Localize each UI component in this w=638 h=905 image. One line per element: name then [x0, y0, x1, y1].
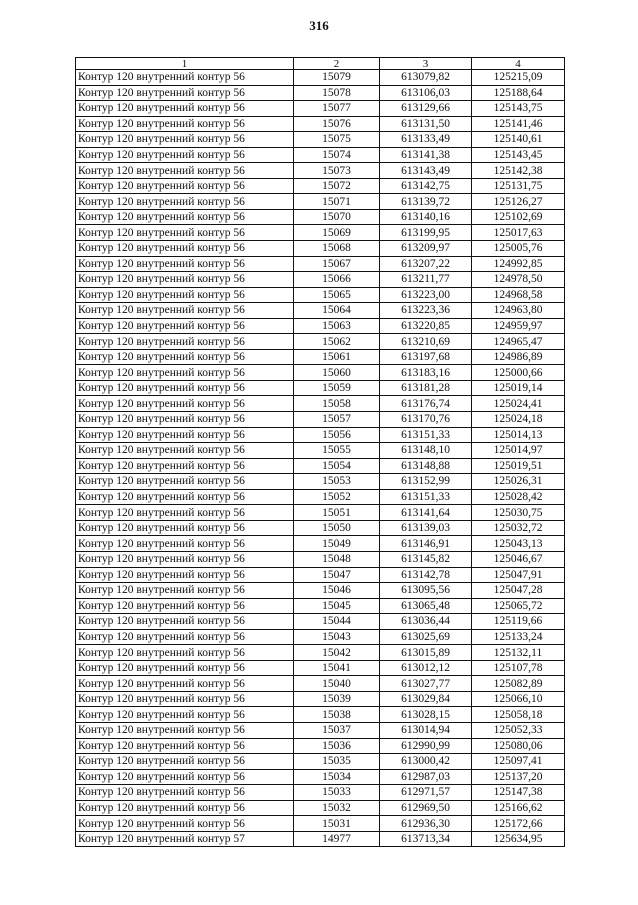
y-coordinate-cell: 125082,89 [472, 676, 565, 692]
table-row [76, 707, 565, 723]
y-coordinate-cell: 125014,97 [472, 443, 565, 459]
y-coordinate-cell: 125080,06 [472, 738, 565, 754]
point-number-cell: 15033 [294, 785, 380, 801]
y-coordinate-cell: 125137,20 [472, 769, 565, 785]
x-coordinate-cell: 613027,77 [380, 676, 472, 692]
contour-name-cell: Контур 120 внутренний контур 56 [76, 70, 294, 86]
x-coordinate-cell: 613151,33 [380, 427, 472, 443]
header-row [76, 58, 565, 70]
table-row [76, 349, 565, 365]
x-coordinate-cell: 613152,99 [380, 474, 472, 490]
x-coordinate-cell: 613014,94 [380, 722, 472, 738]
point-number-cell: 15067 [294, 256, 380, 272]
y-coordinate-cell: 125026,31 [472, 474, 565, 490]
contour-name-cell: Контур 120 внутренний контур 56 [76, 629, 294, 645]
x-coordinate-cell: 613176,74 [380, 396, 472, 412]
table-row [76, 676, 565, 692]
y-coordinate-cell: 125052,33 [472, 722, 565, 738]
point-number-cell: 14977 [294, 831, 380, 847]
y-coordinate-cell: 124959,97 [472, 318, 565, 334]
y-coordinate-cell: 125188,64 [472, 85, 565, 101]
point-number-cell: 15061 [294, 349, 380, 365]
point-number-cell: 15079 [294, 70, 380, 86]
point-number-cell: 15063 [294, 318, 380, 334]
contour-name-cell: Контур 120 внутренний контур 56 [76, 816, 294, 832]
x-coordinate-cell: 613210,69 [380, 334, 472, 350]
contour-name-cell: Контур 120 внутренний контур 56 [76, 349, 294, 365]
y-coordinate-cell: 125142,38 [472, 163, 565, 179]
point-number-cell: 15059 [294, 380, 380, 396]
x-coordinate-cell: 613141,38 [380, 147, 472, 163]
y-coordinate-cell: 124992,85 [472, 256, 565, 272]
x-coordinate-cell: 613148,88 [380, 458, 472, 474]
table-row [76, 505, 565, 521]
point-number-cell: 15071 [294, 194, 380, 210]
point-number-cell: 15047 [294, 567, 380, 583]
x-coordinate-cell: 613079,82 [380, 70, 472, 86]
contour-name-cell: Контур 120 внутренний контур 56 [76, 536, 294, 552]
y-coordinate-cell: 125032,72 [472, 520, 565, 536]
x-coordinate-cell: 613140,16 [380, 209, 472, 225]
table-row [76, 272, 565, 288]
point-number-cell: 15057 [294, 412, 380, 428]
contour-name-cell: Контур 120 внутренний контур 56 [76, 691, 294, 707]
y-coordinate-cell: 125634,95 [472, 831, 565, 847]
table-row [76, 178, 565, 194]
point-number-cell: 15039 [294, 691, 380, 707]
contour-name-cell: Контур 120 внутренний контур 56 [76, 272, 294, 288]
contour-name-cell: Контур 120 внутренний контур 56 [76, 287, 294, 303]
point-number-cell: 15046 [294, 583, 380, 599]
table-row [76, 754, 565, 770]
table-row [76, 101, 565, 117]
contour-name-cell: Контур 120 внутренний контур 56 [76, 147, 294, 163]
contour-name-cell: Контур 120 внутренний контур 56 [76, 785, 294, 801]
point-number-cell: 15050 [294, 520, 380, 536]
contour-name-cell: Контур 120 внутренний контур 56 [76, 209, 294, 225]
point-number-cell: 15054 [294, 458, 380, 474]
point-number-cell: 15055 [294, 443, 380, 459]
point-number-cell: 15032 [294, 800, 380, 816]
contour-name-cell: Контур 120 внутренний контур 56 [76, 241, 294, 257]
x-coordinate-cell: 613065,48 [380, 598, 472, 614]
x-coordinate-cell: 612987,03 [380, 769, 472, 785]
column-header-3: 3 [380, 58, 472, 70]
contour-name-cell: Контур 120 внутренний контур 56 [76, 396, 294, 412]
table-row [76, 738, 565, 754]
y-coordinate-cell: 125133,24 [472, 629, 565, 645]
table-row [76, 614, 565, 630]
point-number-cell: 15035 [294, 754, 380, 770]
contour-name-cell: Контур 120 внутренний контур 56 [76, 567, 294, 583]
contour-name-cell: Контур 120 внутренний контур 56 [76, 458, 294, 474]
point-number-cell: 15058 [294, 396, 380, 412]
y-coordinate-cell: 125166,62 [472, 800, 565, 816]
y-coordinate-cell: 124963,80 [472, 303, 565, 319]
contour-name-cell: Контур 120 внутренний контур 56 [76, 178, 294, 194]
x-coordinate-cell: 613028,15 [380, 707, 472, 723]
table-row [76, 412, 565, 428]
y-coordinate-cell: 125014,13 [472, 427, 565, 443]
y-coordinate-cell: 125005,76 [472, 241, 565, 257]
point-number-cell: 15053 [294, 474, 380, 490]
x-coordinate-cell: 613199,95 [380, 225, 472, 241]
table-row [76, 722, 565, 738]
contour-name-cell: Контур 120 внутренний контур 56 [76, 132, 294, 148]
table-row [76, 194, 565, 210]
point-number-cell: 15074 [294, 147, 380, 163]
table-row [76, 380, 565, 396]
table-row [76, 660, 565, 676]
y-coordinate-cell: 125140,61 [472, 132, 565, 148]
y-coordinate-cell: 125024,18 [472, 412, 565, 428]
point-number-cell: 15051 [294, 505, 380, 521]
coordinates-table [75, 57, 565, 847]
x-coordinate-cell: 613106,03 [380, 85, 472, 101]
table-row [76, 256, 565, 272]
table-row [76, 816, 565, 832]
y-coordinate-cell: 125000,66 [472, 365, 565, 381]
x-coordinate-cell: 613129,66 [380, 101, 472, 117]
contour-name-cell: Контур 120 внутренний контур 56 [76, 676, 294, 692]
y-coordinate-cell: 125143,45 [472, 147, 565, 163]
point-number-cell: 15044 [294, 614, 380, 630]
table-row [76, 365, 565, 381]
point-number-cell: 15064 [294, 303, 380, 319]
contour-name-cell: Контур 120 внутренний контур 56 [76, 163, 294, 179]
y-coordinate-cell: 125017,63 [472, 225, 565, 241]
table-row [76, 116, 565, 132]
y-coordinate-cell: 125024,41 [472, 396, 565, 412]
contour-name-cell: Контур 120 внутренний контур 56 [76, 85, 294, 101]
x-coordinate-cell: 612936,30 [380, 816, 472, 832]
point-number-cell: 15042 [294, 645, 380, 661]
x-coordinate-cell: 613000,42 [380, 754, 472, 770]
table-row [76, 132, 565, 148]
x-coordinate-cell: 613148,10 [380, 443, 472, 459]
contour-name-cell: Контур 120 внутренний контур 56 [76, 660, 294, 676]
point-number-cell: 15062 [294, 334, 380, 350]
contour-name-cell: Контур 120 внутренний контур 56 [76, 380, 294, 396]
point-number-cell: 15077 [294, 101, 380, 117]
point-number-cell: 15040 [294, 676, 380, 692]
contour-name-cell: Контур 120 внутренний контур 56 [76, 225, 294, 241]
table-row [76, 318, 565, 334]
contour-name-cell: Контур 120 внутренний контур 56 [76, 101, 294, 117]
table-body [76, 70, 565, 847]
table-row [76, 209, 565, 225]
y-coordinate-cell: 125047,91 [472, 567, 565, 583]
x-coordinate-cell: 613143,49 [380, 163, 472, 179]
x-coordinate-cell: 613139,72 [380, 194, 472, 210]
x-coordinate-cell: 613015,89 [380, 645, 472, 661]
contour-name-cell: Контур 120 внутренний контур 56 [76, 707, 294, 723]
contour-name-cell: Контур 120 внутренний контур 56 [76, 800, 294, 816]
point-number-cell: 15076 [294, 116, 380, 132]
x-coordinate-cell: 612990,99 [380, 738, 472, 754]
point-number-cell: 15068 [294, 241, 380, 257]
table-row [76, 241, 565, 257]
point-number-cell: 15036 [294, 738, 380, 754]
point-number-cell: 15045 [294, 598, 380, 614]
y-coordinate-cell: 125147,38 [472, 785, 565, 801]
y-coordinate-cell: 125066,10 [472, 691, 565, 707]
point-number-cell: 15072 [294, 178, 380, 194]
contour-name-cell: Контур 120 внутренний контур 56 [76, 318, 294, 334]
y-coordinate-cell: 125141,46 [472, 116, 565, 132]
point-number-cell: 15056 [294, 427, 380, 443]
table-row [76, 303, 565, 319]
contour-name-cell: Контур 120 внутренний контур 56 [76, 116, 294, 132]
y-coordinate-cell: 125097,41 [472, 754, 565, 770]
y-coordinate-cell: 125028,42 [472, 489, 565, 505]
y-coordinate-cell: 125131,75 [472, 178, 565, 194]
contour-name-cell: Контур 120 внутренний контур 57 [76, 831, 294, 847]
x-coordinate-cell: 613145,82 [380, 551, 472, 567]
contour-name-cell: Контур 120 внутренний контур 56 [76, 334, 294, 350]
table-row [76, 396, 565, 412]
point-number-cell: 15038 [294, 707, 380, 723]
contour-name-cell: Контур 120 внутренний контур 56 [76, 583, 294, 599]
column-header-1: 1 [76, 58, 294, 70]
table-row [76, 427, 565, 443]
contour-name-cell: Контур 120 внутренний контур 56 [76, 738, 294, 754]
page-number: 316 [309, 18, 329, 33]
x-coordinate-cell: 613223,36 [380, 303, 472, 319]
column-header-2: 2 [294, 58, 380, 70]
contour-name-cell: Контур 120 внутренний контур 56 [76, 551, 294, 567]
x-coordinate-cell: 613183,16 [380, 365, 472, 381]
point-number-cell: 15073 [294, 163, 380, 179]
point-number-cell: 15052 [294, 489, 380, 505]
table-row [76, 334, 565, 350]
x-coordinate-cell: 613141,64 [380, 505, 472, 521]
point-number-cell: 15078 [294, 85, 380, 101]
table-row [76, 287, 565, 303]
table-header [76, 58, 565, 70]
y-coordinate-cell: 125215,09 [472, 70, 565, 86]
table-row [76, 458, 565, 474]
y-coordinate-cell: 125126,27 [472, 194, 565, 210]
y-coordinate-cell: 124978,50 [472, 272, 565, 288]
table-row [76, 225, 565, 241]
table-row [76, 645, 565, 661]
x-coordinate-cell: 612971,57 [380, 785, 472, 801]
x-coordinate-cell: 613713,34 [380, 831, 472, 847]
contour-name-cell: Контур 120 внутренний контур 56 [76, 614, 294, 630]
table-row [76, 551, 565, 567]
y-coordinate-cell: 125065,72 [472, 598, 565, 614]
x-coordinate-cell: 613170,76 [380, 412, 472, 428]
contour-name-cell: Контур 120 внутренний контур 56 [76, 365, 294, 381]
contour-name-cell: Контур 120 внутренний контур 56 [76, 722, 294, 738]
y-coordinate-cell: 124965,47 [472, 334, 565, 350]
x-coordinate-cell: 613220,85 [380, 318, 472, 334]
point-number-cell: 15066 [294, 272, 380, 288]
y-coordinate-cell: 125019,14 [472, 380, 565, 396]
contour-name-cell: Контур 120 внутренний контур 56 [76, 489, 294, 505]
y-coordinate-cell: 125143,75 [472, 101, 565, 117]
table-row [76, 147, 565, 163]
point-number-cell: 15048 [294, 551, 380, 567]
table-row [76, 583, 565, 599]
y-coordinate-cell: 125058,18 [472, 707, 565, 723]
x-coordinate-cell: 613181,28 [380, 380, 472, 396]
x-coordinate-cell: 613029,84 [380, 691, 472, 707]
x-coordinate-cell: 613142,78 [380, 567, 472, 583]
x-coordinate-cell: 613142,75 [380, 178, 472, 194]
table-row [76, 831, 565, 847]
point-number-cell: 15049 [294, 536, 380, 552]
table-row [76, 489, 565, 505]
contour-name-cell: Контур 120 внутренний контур 56 [76, 474, 294, 490]
point-number-cell: 15037 [294, 722, 380, 738]
x-coordinate-cell: 613211,77 [380, 272, 472, 288]
point-number-cell: 15041 [294, 660, 380, 676]
point-number-cell: 15060 [294, 365, 380, 381]
y-coordinate-cell: 125047,28 [472, 583, 565, 599]
y-coordinate-cell: 125030,75 [472, 505, 565, 521]
y-coordinate-cell: 125046,67 [472, 551, 565, 567]
y-coordinate-cell: 125119,66 [472, 614, 565, 630]
point-number-cell: 15043 [294, 629, 380, 645]
x-coordinate-cell: 613197,68 [380, 349, 472, 365]
contour-name-cell: Контур 120 внутренний контур 56 [76, 598, 294, 614]
x-coordinate-cell: 613133,49 [380, 132, 472, 148]
table-row [76, 520, 565, 536]
contour-name-cell: Контур 120 внутренний контур 56 [76, 505, 294, 521]
table-row [76, 691, 565, 707]
point-number-cell: 15069 [294, 225, 380, 241]
table-row [76, 163, 565, 179]
point-number-cell: 15031 [294, 816, 380, 832]
contour-name-cell: Контур 120 внутренний контур 56 [76, 443, 294, 459]
contour-name-cell: Контур 120 внутренний контур 56 [76, 520, 294, 536]
table-row [76, 629, 565, 645]
column-header-4: 4 [472, 58, 565, 70]
contour-name-cell: Контур 120 внутренний контур 56 [76, 303, 294, 319]
x-coordinate-cell: 613207,22 [380, 256, 472, 272]
table-row [76, 769, 565, 785]
x-coordinate-cell: 613151,33 [380, 489, 472, 505]
x-coordinate-cell: 613223,00 [380, 287, 472, 303]
point-number-cell: 15065 [294, 287, 380, 303]
table-row [76, 800, 565, 816]
contour-name-cell: Контур 120 внутренний контур 56 [76, 645, 294, 661]
x-coordinate-cell: 613209,97 [380, 241, 472, 257]
y-coordinate-cell: 124986,89 [472, 349, 565, 365]
y-coordinate-cell: 125019,51 [472, 458, 565, 474]
contour-name-cell: Контур 120 внутренний контур 56 [76, 194, 294, 210]
table-row [76, 536, 565, 552]
y-coordinate-cell: 125107,78 [472, 660, 565, 676]
x-coordinate-cell: 613012,12 [380, 660, 472, 676]
x-coordinate-cell: 613025,69 [380, 629, 472, 645]
contour-name-cell: Контур 120 внутренний контур 56 [76, 769, 294, 785]
point-number-cell: 15070 [294, 209, 380, 225]
y-coordinate-cell: 124968,58 [472, 287, 565, 303]
point-number-cell: 15034 [294, 769, 380, 785]
x-coordinate-cell: 613095,56 [380, 583, 472, 599]
y-coordinate-cell: 125043,13 [472, 536, 565, 552]
contour-name-cell: Контур 120 внутренний контур 56 [76, 427, 294, 443]
table-row [76, 567, 565, 583]
x-coordinate-cell: 613146,91 [380, 536, 472, 552]
x-coordinate-cell: 613139,03 [380, 520, 472, 536]
y-coordinate-cell: 125102,69 [472, 209, 565, 225]
y-coordinate-cell: 125132,11 [472, 645, 565, 661]
contour-name-cell: Контур 120 внутренний контур 56 [76, 412, 294, 428]
x-coordinate-cell: 612969,50 [380, 800, 472, 816]
contour-name-cell: Контур 120 внутренний контур 56 [76, 754, 294, 770]
table-row [76, 474, 565, 490]
table-row [76, 85, 565, 101]
table-row [76, 598, 565, 614]
table-row [76, 443, 565, 459]
x-coordinate-cell: 613036,44 [380, 614, 472, 630]
y-coordinate-cell: 125172,66 [472, 816, 565, 832]
x-coordinate-cell: 613131,50 [380, 116, 472, 132]
table-row [76, 785, 565, 801]
table-row [76, 70, 565, 86]
contour-name-cell: Контур 120 внутренний контур 56 [76, 256, 294, 272]
point-number-cell: 15075 [294, 132, 380, 148]
